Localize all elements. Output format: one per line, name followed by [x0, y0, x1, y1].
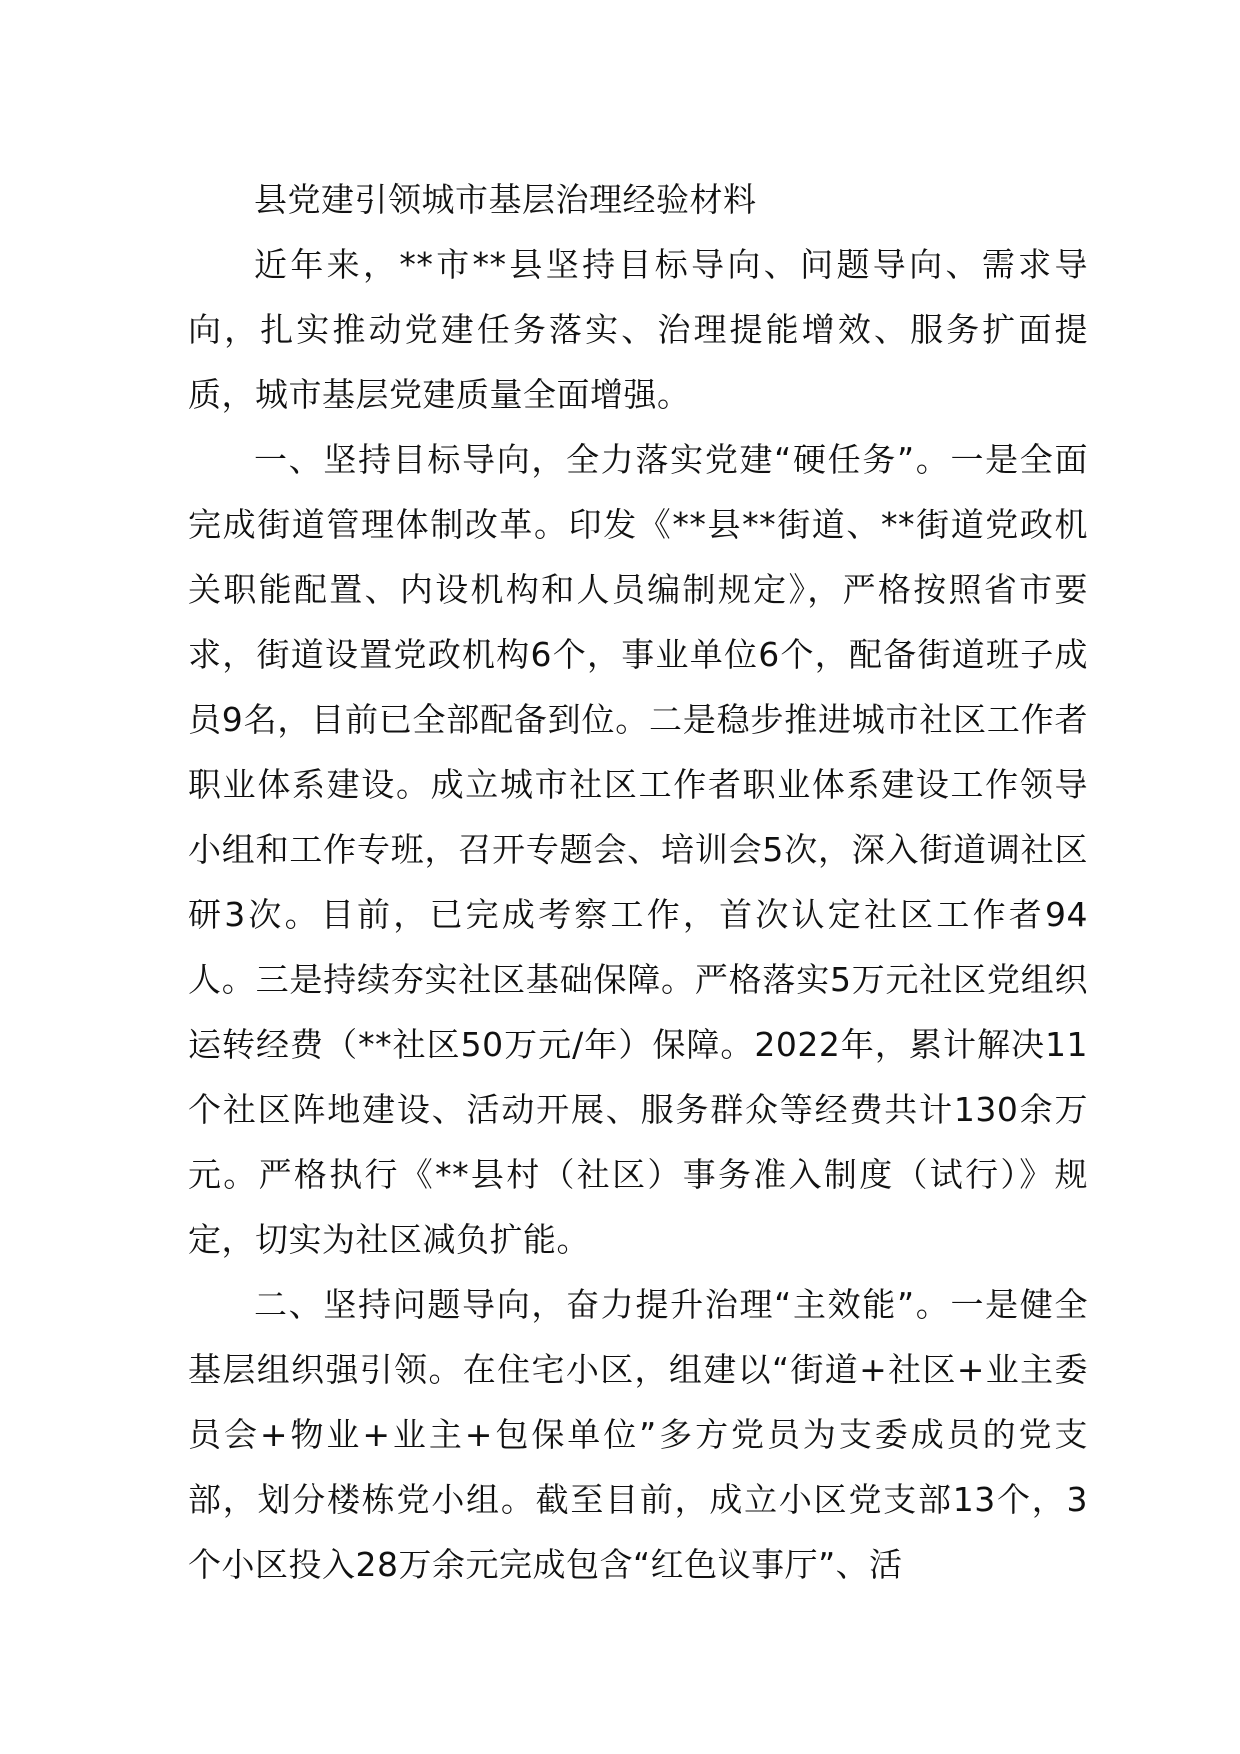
paragraph-section-1: 一、坚持目标导向，全力落实党建“硬任务”。一是全面完成街道管理体制改革。印发《**县**街道、**街道党政机关职能配置、内设机构和人员编制规定》，严格按照省市要求，街道设置党政机构6个，事业单位6个，配备街道班子成员9名，目前已全部配备到位。二是稳步推进城市社区工作者职业体系建设。成立城市社区工作者职业体系建设工作领导小组和工作专班，召开专题会、培训会5次，深入街道调社区研3次。目前，已完成考察工作，首次认定社区工作者94人。三是持续夯实社区基础保障。严格落实5万元社区党组织运转经费（**社区50万元/年）保障。2022年，累计解决11个社区阵地建设、活动开展、服务群众等经费共计130余万元。严格执行《**县村（社区）事务准入制度（试行）》规定，切实为社区减负扩能。: [188, 440, 1088, 1259]
paragraph-section-2: 二、坚持问题导向，奋力提升治理“主效能”。一是健全基层组织强引领。在住宅小区，组建以“街道+社区+业主委员会+物业+业主+包保单位”多方党员为支委成员的党支部，划分楼栋党小组。截至目前，成立小区党支部13个，3个小区投入28万余元完成包含“红色议事厅”、活: [188, 1285, 1088, 1584]
document-title: 县党建引领城市基层治理经验材料: [254, 180, 757, 219]
paragraph-intro: 近年来，**市**县坚持目标导向、问题导向、需求导向，扎实推动党建任务落实、治理提能增效、服务扩面提质，城市基层党建质量全面增强。: [188, 245, 1088, 414]
document-body: [188, 167, 1088, 1597]
